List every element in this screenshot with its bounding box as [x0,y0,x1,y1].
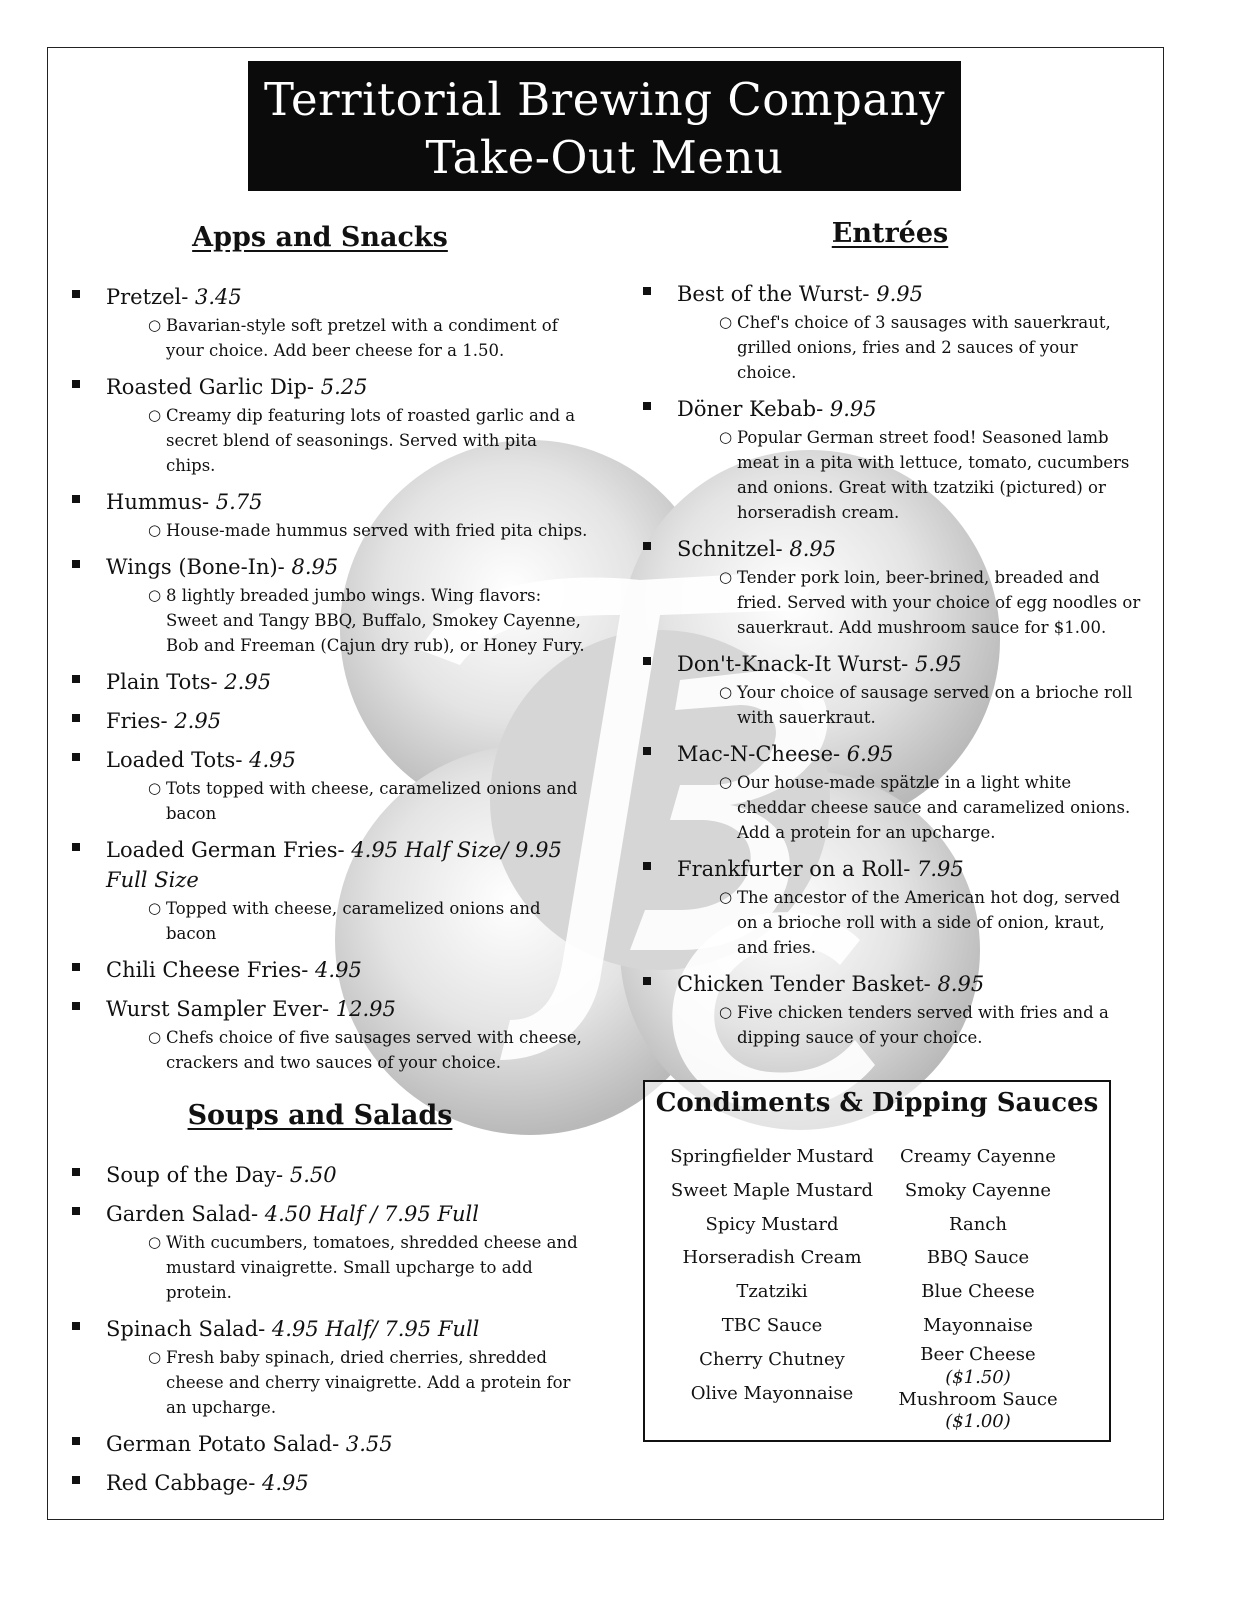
menu-item-price: 4.95 [249,748,296,772]
menu-item-price: 5.50 [289,1163,337,1187]
bullet-square [72,714,80,722]
description-text: With cucumbers, tomatoes, shredded cheese and mustard vinaigrette. Small upcharge to add protein. [166,1233,578,1302]
menu-item-description [677,565,1141,640]
menu-item-name: Soup of the Day- [106,1163,290,1187]
menu-item-price: 3.55 [345,1432,393,1456]
bullet-square [72,753,80,761]
menu-item-name: German Potato Salad- [106,1432,346,1456]
menu-item [70,835,590,946]
menu-item-description [106,896,590,946]
bullet-square [643,977,651,985]
menu-item [70,745,590,826]
description-text: House-made hummus served with fried pita chips. [166,521,588,540]
condiment-price: ($1.00) [945,1410,1011,1432]
menu-item [70,1199,590,1305]
menu-item [70,706,590,736]
bullet-square [643,402,651,410]
menu-item-name: Hummus- [106,490,216,514]
menu-item-title [677,739,1141,769]
menu-item-description [106,1230,590,1305]
description-text: Our house-made spätzle in a light white cheddar cheese sauce and caramelized onions. Add a protein for an upcharge. [737,773,1131,842]
menu-item-price: 5.95 [914,652,962,676]
menu-item-price: 8.95 [937,972,985,996]
menu-item-title [106,835,590,895]
menu-item [70,552,590,658]
menu-item-price: 5.25 [320,375,368,399]
condiment-item: Mayonnaise [923,1314,1033,1336]
menu-item-title [106,487,590,517]
menu-item-title [106,1468,590,1498]
condiments-right-column [863,1140,1093,1432]
sub-bullet-circle: ○ [148,406,162,424]
menu-item-title [106,994,590,1024]
menu-item-name: Fries- [106,709,175,733]
menu-item-description [677,425,1141,525]
sub-bullet-circle: ○ [148,316,162,334]
bullet-square [72,675,80,683]
bullet-square [643,747,651,755]
menu-item-name: Wings (Bone-In)- [106,555,292,579]
menu-item-title [106,706,590,736]
menu-item-description [677,680,1141,730]
menu-item-name: Wurst Sampler Ever- [106,997,336,1021]
menu-item [641,969,1141,1050]
menu-item-description [106,776,590,826]
menu-item-title [106,1314,590,1344]
condiment-item: Horseradish Cream [682,1247,862,1269]
restaurant-name: Territorial Brewing Company [263,73,946,126]
sub-bullet-circle: ○ [148,586,162,604]
menu-item-description [677,310,1141,385]
description-text: Tots topped with cheese, caramelized onions and bacon [166,779,578,823]
condiment-item: Beer Cheese [920,1343,1036,1365]
condiment-item: Sweet Maple Mustard [670,1179,874,1201]
menu-item-price: 4.95 Half Size/ 9.95 Full Size [106,838,562,892]
menu-item-name: Plain Tots- [106,670,225,694]
menu-item-name: Chicken Tender Basket- [677,972,938,996]
menu-item-price: 2.95 [224,670,272,694]
menu-item [70,1468,590,1498]
menu-item-title [677,969,1141,999]
menu-item-price: 4.95 Half/ 7.95 Full [271,1317,480,1341]
bullet-square [72,1322,80,1330]
bullet-square [72,290,80,298]
condiments-left-column [657,1140,887,1410]
sub-bullet-circle: ○ [148,899,162,917]
menu-item-name: Mac-N-Cheese- [677,742,847,766]
menu-item-price: 5.75 [215,490,263,514]
condiment-item: Blue Cheese [921,1281,1035,1303]
condiment-item: Tzatziki [736,1281,808,1303]
condiment-item: Cherry Chutney [699,1348,845,1370]
bullet-square [72,843,80,851]
entrees-heading: Entrées [831,218,949,249]
menu-item-price: 9.95 [876,282,923,306]
description-text: Chef's choice of 3 sausages with sauerkraut, grilled onions, fries and 2 sauces of your choice. [737,313,1111,382]
apps-heading: Apps and Snacks [192,222,448,253]
menu-item-title [106,282,590,312]
bullet-square [643,542,651,550]
description-text: Chefs choice of five sausages served with cheese, crackers and two sauces of your choice. [166,1028,582,1072]
menu-item-price: 3.45 [195,285,242,309]
sub-bullet-circle: ○ [148,521,162,539]
menu-item-name: Garden Salad- [106,1202,265,1226]
bullet-square [72,560,80,568]
menu-item-price: 4.50 Half / 7.95 Full [264,1202,479,1226]
sub-bullet-circle: ○ [719,428,733,446]
menu-item [641,649,1141,730]
menu-item [70,372,590,478]
description-text: Tender pork loin, beer-brined, breaded and fried. Served with your choice of egg noodles or sauerkraut. Add mushroom sauce for $1.00. [737,568,1141,637]
menu-item-title [677,854,1141,884]
menu-item-price: 8.95 [789,537,837,561]
apps-list [70,282,590,1084]
description-text: Bavarian-style soft pretzel with a condiment of your choice. Add beer cheese for a 1.50. [166,316,558,360]
description-text: 8 lightly breaded jumbo wings. Wing flavors: Sweet and Tangy BBQ, Buffalo, Smokey Cayenne, Bob and Freeman (Cajun dry rub), or Honey Fury. [166,586,585,655]
sub-bullet-circle: ○ [719,773,733,791]
description-text: Creamy dip featuring lots of roasted garlic and a secret blend of seasonings. Served with pita chips. [166,406,576,475]
sub-bullet-circle: ○ [148,779,162,797]
bullet-square [72,1437,80,1445]
sub-bullet-circle: ○ [719,888,733,906]
menu-title: Take-Out Menu [425,131,784,184]
menu-item-price: 12.95 [335,997,396,1021]
menu-title-banner [248,61,961,191]
sub-bullet-circle: ○ [148,1233,162,1251]
bullet-square [72,1002,80,1010]
menu-item [70,667,590,697]
menu-item-description [106,403,590,478]
bullet-square [72,495,80,503]
menu-item [70,1314,590,1420]
menu-item-description [106,518,590,543]
menu-item-name: Roasted Garlic Dip- [106,375,321,399]
sub-bullet-circle: ○ [719,568,733,586]
menu-item-price: 2.95 [174,709,222,733]
menu-item-title [106,1429,590,1459]
menu-item-price: 9.95 [829,397,877,421]
menu-item-name: Chili Cheese Fries- [106,958,316,982]
condiment-item: Spicy Mustard [705,1213,839,1235]
menu-item-price: 7.95 [917,857,964,881]
condiment-item: Olive Mayonnaise [690,1382,854,1404]
menu-item-name: Best of the Wurst- [677,282,877,306]
condiments-box [643,1080,1111,1442]
condiment-item: Ranch [949,1213,1007,1235]
menu-item [70,1429,590,1459]
menu-item-name: Red Cabbage- [106,1471,262,1495]
bullet-square [643,862,651,870]
menu-item-name: Pretzel- [106,285,196,309]
menu-item-description [106,313,590,363]
menu-item-description [677,1000,1141,1050]
menu-item-description [106,583,590,658]
entrees-list [641,279,1141,1059]
menu-item-title [677,279,1141,309]
menu-item [70,955,590,985]
menu-item [70,994,590,1075]
menu-item-price: 4.95 [315,958,362,982]
menu-item [641,534,1141,640]
condiment-item: Creamy Cayenne [900,1146,1056,1167]
condiment-item: BBQ Sauce [926,1247,1030,1269]
menu-item-name: Loaded German Fries- [106,838,352,862]
description-text: Five chicken tenders served with fries and a dipping sauce of your choice. [737,1003,1109,1047]
description-text: Your choice of sausage served on a brioche roll with sauerkraut. [737,683,1133,727]
bullet-square [72,380,80,388]
menu-item-title [106,955,590,985]
sub-bullet-circle: ○ [719,313,733,331]
menu-item-title [677,534,1141,564]
menu-item-title [106,1160,590,1190]
description-text: Fresh baby spinach, dried cherries, shredded cheese and cherry vinaigrette. Add a protein for an upcharge. [166,1348,571,1417]
bullet-square [643,287,651,295]
menu-item [641,279,1141,385]
menu-item [641,739,1141,845]
menu-item-title [106,552,590,582]
condiment-item: TBC Sauce [721,1314,823,1336]
menu-item-price: 8.95 [291,555,339,579]
menu-item-description [677,770,1141,845]
menu-item-description [106,1025,590,1075]
menu-item [70,282,590,363]
description-text: Popular German street food! Seasoned lamb meat in a pita with lettuce, tomato, cucumbers and onions. Great with tzatziki (pictured) or horseradish cream. [737,428,1130,522]
condiment-item: Smoky Cayenne [904,1179,1052,1201]
menu-item-name: Don't-Knack-It Wurst- [677,652,915,676]
sub-bullet-circle: ○ [148,1028,162,1046]
menu-item-title [677,649,1141,679]
condiment-item: Springfielder Mustard [670,1146,874,1167]
menu-item-title [677,394,1141,424]
bullet-square [72,1207,80,1215]
bullet-square [72,963,80,971]
menu-item-name: Schnitzel- [677,537,790,561]
menu-item-price: 6.95 [846,742,894,766]
menu-item-price: 4.95 [262,1471,309,1495]
condiment-price: ($1.50) [945,1366,1011,1388]
soups-heading: Soups and Salads [187,1100,453,1131]
bullet-square [643,657,651,665]
condiment-item: Mushroom Sauce [898,1388,1058,1410]
bullet-square [72,1476,80,1484]
menu-item [641,394,1141,525]
sub-bullet-circle: ○ [719,1003,733,1021]
menu-item [70,487,590,543]
menu-item-name: Loaded Tots- [106,748,250,772]
menu-item-description [677,885,1141,960]
menu-item-title [106,372,590,402]
menu-item-description [106,1345,590,1420]
bullet-square [72,1168,80,1176]
menu-item-name: Döner Kebab- [677,397,830,421]
menu-item-title [106,1199,590,1229]
menu-item-title [106,745,590,775]
menu-item [641,854,1141,960]
description-text: Topped with cheese, caramelized onions and bacon [166,899,541,943]
menu-item [70,1160,590,1190]
condiments-heading: Condiments & Dipping Sauces [655,1088,1099,1118]
soups-list [70,1160,590,1507]
sub-bullet-circle: ○ [148,1348,162,1366]
menu-item-title [106,667,590,697]
menu-item-name: Frankfurter on a Roll- [677,857,917,881]
menu-item-name: Spinach Salad- [106,1317,272,1341]
sub-bullet-circle: ○ [719,683,733,701]
description-text: The ancestor of the American hot dog, served on a brioche roll with a side of onion, kraut, and fries. [737,888,1121,957]
